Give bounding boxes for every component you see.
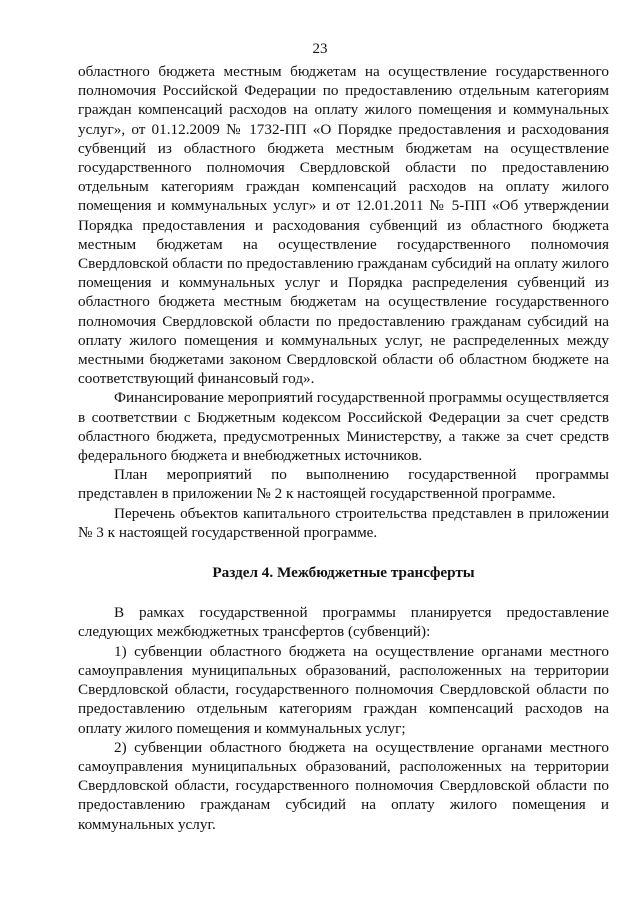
paragraph-transfers-intro: В рамках государственной программы планируется предоставление следующих межбюджетных трансфертов (субвенций): — [78, 604, 609, 641]
section-heading: Раздел 4. Межбюджетные трансферты — [212, 564, 475, 582]
paragraph-action-plan: План мероприятий по выполнению государственной программы представлен в приложении № 2 к настоящей государственной программе. — [78, 466, 609, 503]
list-item-subvention-2: 2) субвенции областного бюджета на осуществление органами местного самоуправления муниципальных образований, расположенных на территории Свердловской области, государственного полномочия Свердловской области по предоставлению гражданам субсидий на оплату жилого помещения и коммунальных услуг. — [78, 738, 609, 833]
paragraph-financing: Финансирование мероприятий государственной программы осуществляется в соответствии с Бюджетным кодексом Российской Федерации за счет средств областного бюджета, предусмотренных Министерству, а также за счет средств федерального бюджета и внебюджетных источников. — [78, 389, 610, 465]
page-number: 23 — [312, 41, 328, 57]
paragraph-continuation: областного бюджета местным бюджетам на осуществление государственного полномочия Российской Федерации по предоставлению отдельным категориям граждан компенсаций расходов на оплату жилого помещения и коммунальных услуг», от 01.12.2009 № 1732-ПП «О Порядке предоставления и расходования субвенций из областного бюджета местным бюджетам на осуществление государственного полномочия Свердловской области по предоставлению отдельным категориям граждан компенсаций расходов на оплату жилого помещения и коммунальных услуг» и от 12.01.2011 № 5-ПП «Об утверждении Порядка предоставления и расходования субвенций из областного бюджета местным бюджетам на осуществление государственного полномочия Свердловской области по предоставлению гражданам субсидий на оплату жилого помещения и коммунальных услуг и Порядка распределения субвенций из областного бюджета местным бюджетам на осуществление государственного полномочия Свердловской области по предоставлению гражданам субсидий на оплату жилого помещения и коммунальных услуг, не распределенных между местными бюджетами законом Свердловской области об областном бюджете на соответствующий финансовый год». — [78, 63, 609, 388]
list-item-subvention-1: 1) субвенции областного бюджета на осуществление органами местного самоуправления муниципальных образований, расположенных на территории Свердловской области, государственного полномочия Свердловской области по предоставлению отдельным категориям граждан компенсаций расходов на оплату жилого помещения и коммунальных услуг; — [78, 642, 609, 737]
paragraph-capital-construction: Перечень объектов капитального строительства представлен в приложении № 3 к настоящей государственной программе. — [78, 504, 609, 541]
page-content — [78, 62, 609, 834]
